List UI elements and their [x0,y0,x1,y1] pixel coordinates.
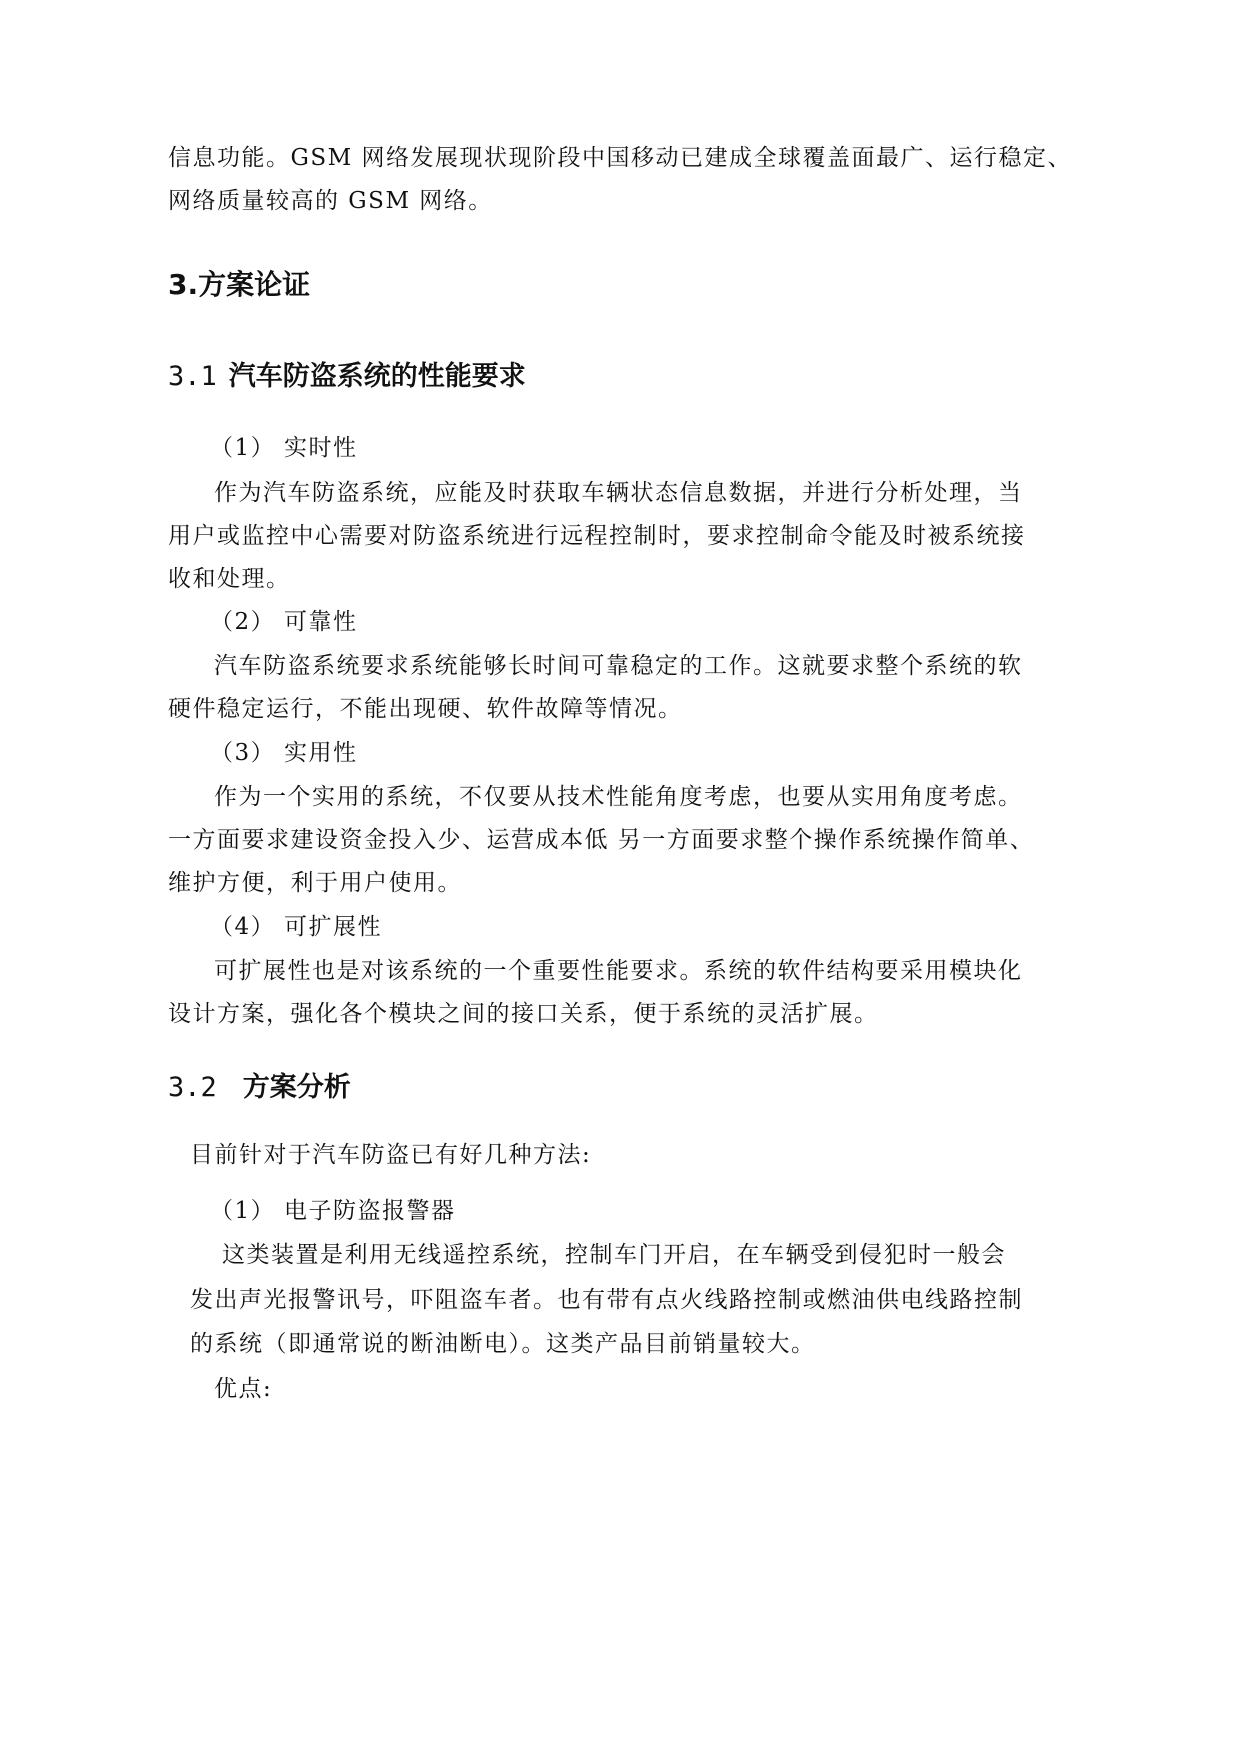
item-2-label: （2） 可靠性 [210,609,358,635]
item-1-label: （1） 实时性 [210,435,358,461]
section-3-2-title: 方案分析 [242,1072,351,1103]
advantages-label: 优点: [214,1376,273,1402]
method-1-line-1: 这类装置是利用无线遥控系统，控制车门开启，在车辆受到侵犯时一般会 [222,1242,1006,1268]
item-4-line-2: 设计方案，强化各个模块之间的接口关系，便于系统的灵活扩展。 [168,1001,879,1027]
item-3-line-2: 一方面要求建设资金投入少、运营成本低 另一方面要求整个操作系统操作简单、 [168,827,1035,853]
section-3-heading: 3.方案论证 [168,268,311,301]
method-1-line-2: 发出声光报警讯号，吓阻盗车者。也有带有点火线路控制或燃油供电线路控制 [190,1287,1023,1313]
intro-line-1: 信息功能。GSM 网络发展现状现阶段中国移动已建成全球覆盖面最广、运行稳定、 [168,145,1072,171]
item-4-line-1: 可扩展性也是对该系统的一个重要性能要求。系统的软件结构要采用模块化 [214,958,1023,984]
item-2-line-2: 硬件稳定运行，不能出现硬、软件故障等情况。 [168,696,683,722]
item-3-line-3: 维护方便，利于用户使用。 [168,870,462,896]
item-1-line-2: 用户或监控中心需要对防盗系统进行远程控制时，要求控制命令能及时被系统接 [168,523,1026,549]
method-1-label: （1） 电子防盗报警器 [210,1198,456,1224]
section-3-2-heading [168,1071,351,1105]
item-3-line-1: 作为一个实用的系统，不仅要从技术性能角度考虑，也要从实用角度考虑。 [214,784,1023,810]
section-3-2-intro: 目前针对于汽车防盗已有好几种方法: [190,1142,592,1168]
section-3-1-number: 3.1 [168,361,217,392]
section-3-2-number: 3.2 [168,1072,217,1103]
item-2-line-1: 汽车防盗系统要求系统能够长时间可靠稳定的工作。这就要求整个系统的软 [214,653,1023,679]
intro-line-2: 网络质量较高的 GSM 网络。 [168,188,493,214]
method-1-line-3: 的系统（即通常说的断油断电）。这类产品目前销量较大。 [190,1331,816,1357]
item-1-line-3: 收和处理。 [168,566,291,592]
section-3-1-title: 汽车防盗系统的性能要求 [228,361,526,392]
section-3-1-heading [168,360,526,394]
item-4-label: （4） 可扩展性 [210,914,382,940]
item-3-label: （3） 实用性 [210,740,358,766]
item-1-line-1: 作为汽车防盗系统，应能及时获取车辆状态信息数据，并进行分析处理，当 [214,480,1023,506]
